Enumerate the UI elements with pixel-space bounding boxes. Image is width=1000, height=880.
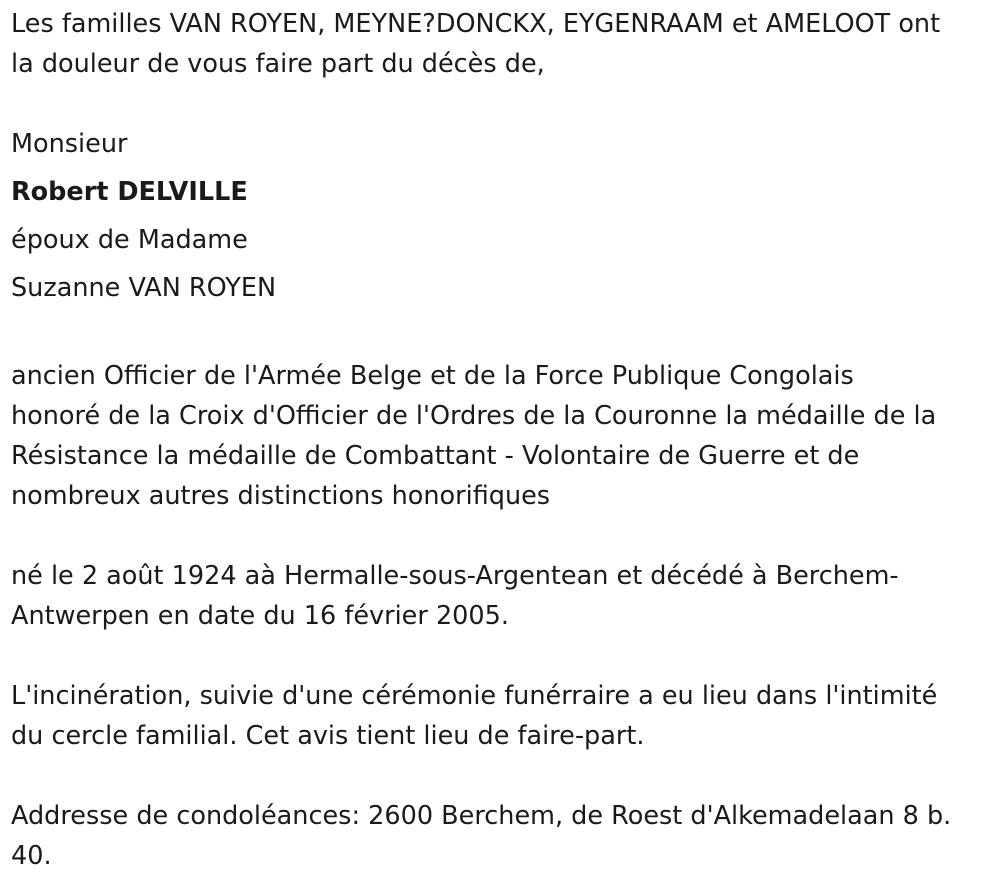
condolences-line-2: 40. [11, 841, 52, 871]
intro-line-2: la douleur de vous faire part du décès de, [11, 49, 545, 79]
career-line-3: Résistance la médaille de Combattant - Volontaire de Guerre et de [11, 441, 860, 471]
spouse-label: époux de Madame [11, 225, 248, 255]
ceremony-paragraph [11, 676, 990, 756]
dates-paragraph [11, 556, 990, 636]
condolences-paragraph [11, 796, 990, 876]
career-line-2: honoré de la Croix d'Officier de l'Ordres de la Couronne la médaille de la [11, 401, 937, 431]
ceremony-line-2: du cercle familial. Cet avis tient lieu de faire-part. [11, 721, 645, 751]
intro-line-1: Les familles VAN ROYEN, MEYNE?DONCKX, EYGENRAAM et AMELOOT ont [11, 9, 941, 39]
career-line-4: nombreux autres distinctions honorifiques [11, 481, 551, 511]
condolences-line-1: Addresse de condoléances: 2600 Berchem, de Roest d'Alkemadelaan 8 b. [11, 801, 952, 831]
ceremony-line-1: L'incinération, suivie d'une cérémonie funérraire a eu lieu dans l'intimité [11, 681, 938, 711]
deceased-block [11, 120, 990, 312]
deceased-title: Monsieur [11, 129, 128, 159]
career-line-1: ancien Officier de l'Armée Belge et de la Force Publique Congolais [11, 361, 854, 391]
spouse-name: Suzanne VAN ROYEN [11, 273, 277, 303]
intro-paragraph [11, 4, 990, 84]
dates-line-1: né le 2 août 1924 aà Hermalle-sous-Argentean et décédé à Berchem- [11, 561, 899, 591]
dates-line-2: Antwerpen en date du 16 février 2005. [11, 601, 509, 631]
career-paragraph [11, 356, 990, 516]
deceased-name: Robert DELVILLE [11, 177, 248, 207]
